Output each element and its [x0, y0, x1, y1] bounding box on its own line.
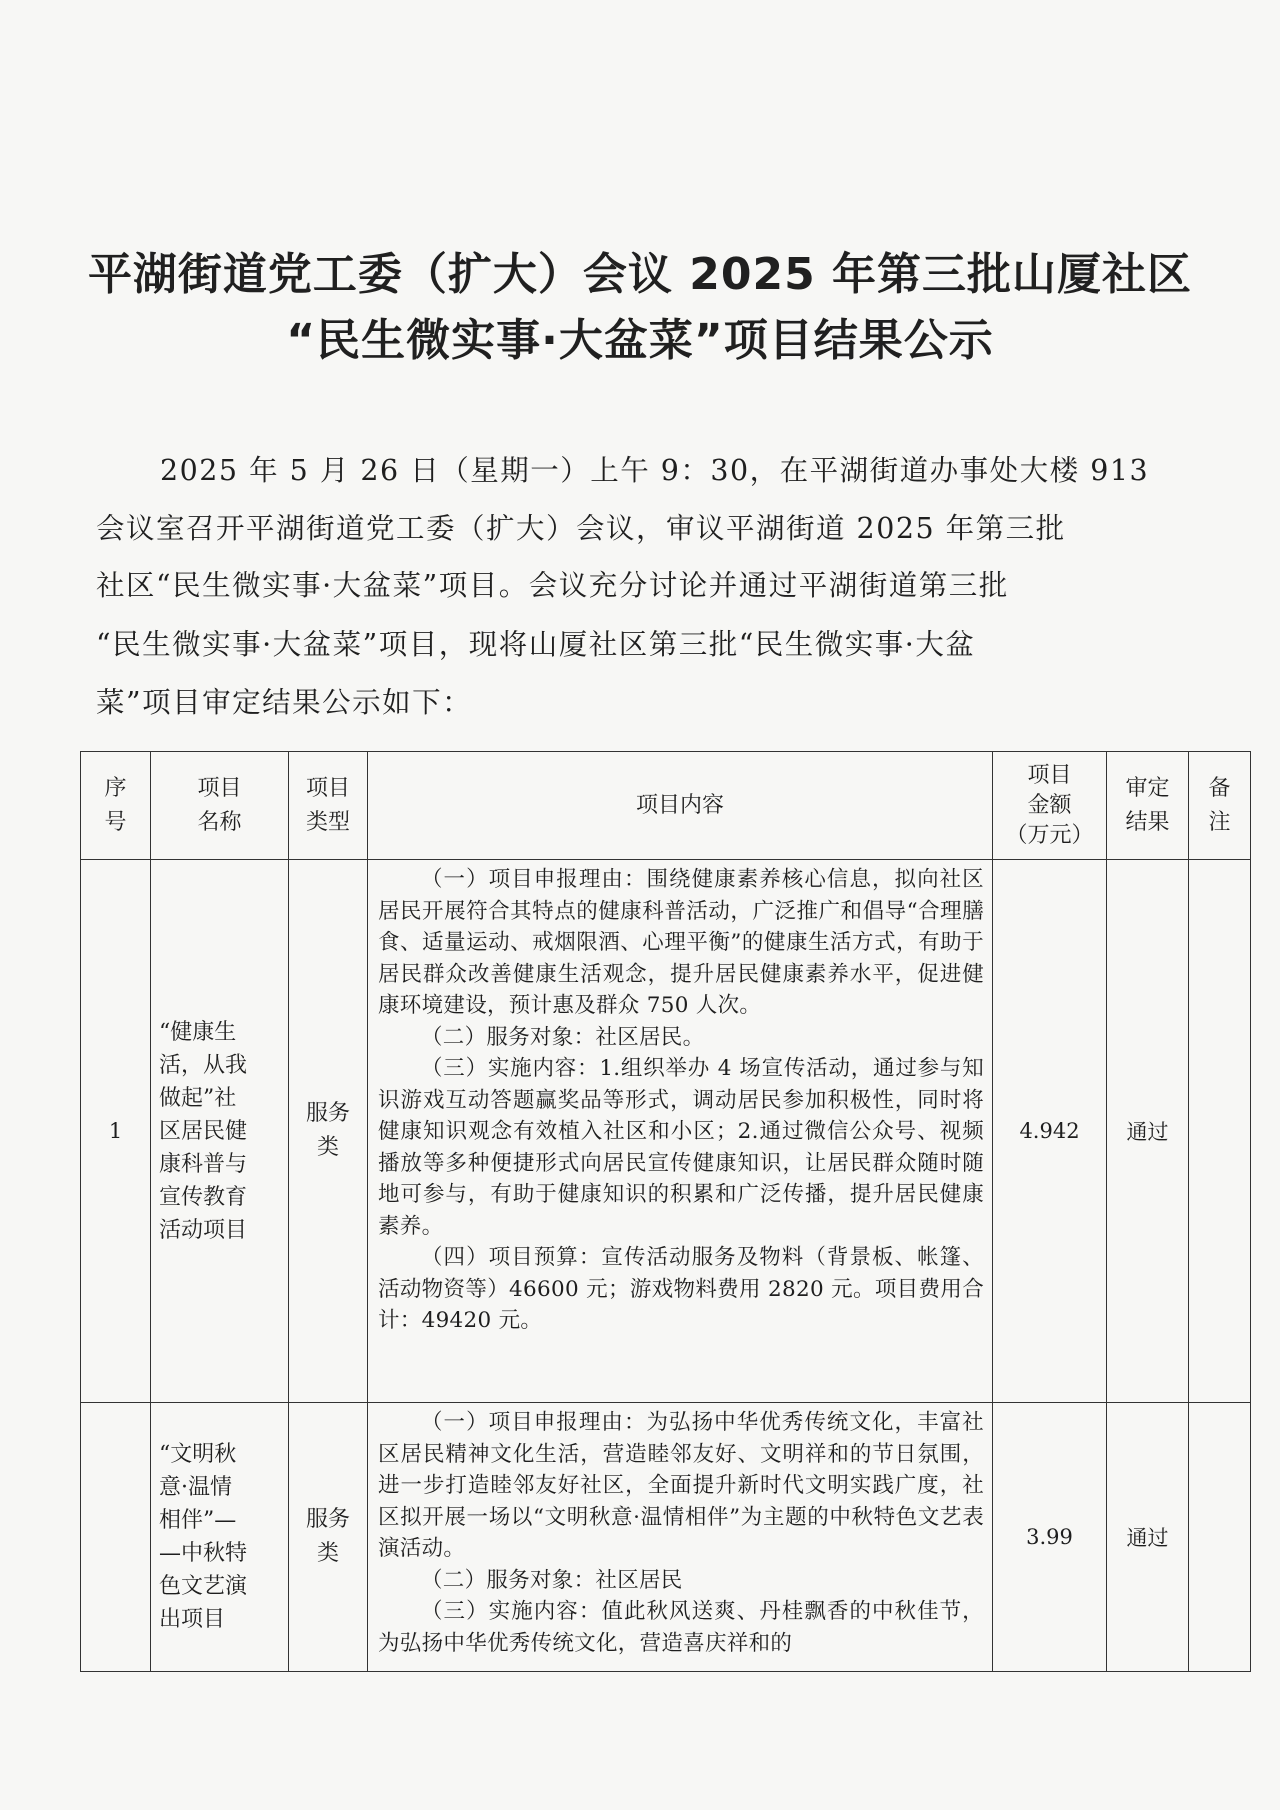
- row-amount: 4.942: [993, 860, 1107, 1403]
- content-paragraph: （一）项目申报理由：为弘扬中华优秀传统文化，丰富社区居民精神文化生活，营造睦邻友好、文明祥和的节日氛围，进一步打造睦邻友好社区，全面提升新时代文明实践广度，社区拟开展一场以“文明秋意·温情相伴”为主题的中秋特色文艺表演活动。: [378, 1410, 984, 1561]
- intro-line-5: 菜”项目审定结果公示如下：: [96, 686, 473, 719]
- project-result-table: [80, 751, 1251, 1672]
- row-project-content: [368, 860, 993, 1403]
- row-result: 通过: [1107, 1403, 1189, 1672]
- row-remark: [1189, 860, 1251, 1403]
- intro-line-3: 社区“民生微实事·大盆菜”项目。会议充分讨论并通过平湖街道第三批: [96, 569, 1009, 602]
- project-name-line: 康科普与: [159, 1151, 248, 1177]
- content-paragraph: （三）实施内容：1.组织举办 4 场宣传活动，通过参与知识游戏互动答题赢奖品等形式，调动居民参加积极性，同时将健康知识观念有效植入社区和小区；2.通过微信公众号、视频播放等多种便捷形式向居民宣传健康知识，让居民群众随时随地可参与，有助于健康知识的积累和广泛传播，提升居民健康素养。: [378, 1056, 984, 1239]
- row-project-name: [151, 860, 289, 1403]
- content-paragraph: （二）服务对象：社区居民。: [421, 1024, 705, 1050]
- header-type: [289, 752, 368, 860]
- header-type-line: 项目: [305, 775, 350, 801]
- project-name-line: 做起”社: [159, 1085, 237, 1111]
- project-name-line: “文明秋: [159, 1442, 237, 1467]
- header-amount-line: 金额: [1027, 792, 1072, 818]
- project-name-line: 宣传教育: [159, 1184, 248, 1210]
- document-title-line-2: “民生微实事·大盆菜”项目结果公示: [286, 315, 994, 366]
- project-name-line: 活，从我: [159, 1052, 248, 1078]
- header-type-line: 类型: [305, 809, 350, 835]
- header-seq: [81, 752, 151, 860]
- header-amount: [993, 752, 1107, 860]
- header-content: 项目内容: [368, 752, 993, 860]
- row-amount: 3.99: [993, 1403, 1107, 1672]
- content-paragraph: （一）项目申报理由：围绕健康素养核心信息，拟向社区居民开展符合其特点的健康科普活动，广泛推广和倡导“合理膳食、适量运动、戒烟限酒、心理平衡”的健康生活方式，有助于居民群众改善健康生活观念，提升居民健康素养水平，促进健康环境建设，预计惠及群众 750 人次。: [378, 867, 984, 1018]
- table-row: [81, 860, 1251, 1403]
- intro-line-1: 2025 年 5 月 26 日（星期一）上午 9：30，在平湖街道办事处大楼 913: [160, 454, 1150, 487]
- header-name-line: 项目: [197, 775, 242, 801]
- row-project-type: [289, 1403, 368, 1672]
- row-result: 通过: [1107, 860, 1189, 1403]
- project-type-line: 类: [316, 1135, 339, 1160]
- content-paragraph: （二）服务对象：社区居民: [421, 1567, 683, 1593]
- header-remark: [1189, 752, 1251, 860]
- project-type-line: 类: [316, 1541, 339, 1566]
- project-name-line: 相伴”—: [159, 1508, 237, 1533]
- table-header-row: [81, 752, 1251, 860]
- header-remark-line: 注: [1208, 809, 1231, 835]
- header-remark-line: 备: [1208, 775, 1231, 801]
- header-name: [151, 752, 289, 860]
- row-seq: [81, 1403, 151, 1672]
- table-row: [81, 1403, 1251, 1672]
- project-name-line: 意·温情: [159, 1475, 232, 1500]
- project-name-line: 色文艺演: [159, 1574, 248, 1599]
- header-amount-line: （万元）: [1005, 822, 1094, 848]
- project-name-line: 区居民健: [159, 1118, 248, 1144]
- project-name-line: 出项目: [159, 1607, 226, 1632]
- project-name-line: 活动项目: [159, 1217, 248, 1243]
- row-seq: 1: [81, 860, 151, 1403]
- header-seq-line: 号: [104, 809, 127, 835]
- project-type-line: 服务: [305, 1101, 350, 1126]
- intro-line-4: “民生微实事·大盆菜”项目，现将山厦社区第三批“民生微实事·大盆: [96, 628, 976, 661]
- content-paragraph: （三）实施内容：值此秋风送爽、丹桂飘香的中秋佳节，为弘扬中华优秀传统文化，营造喜庆祥和的: [378, 1599, 984, 1656]
- header-amount-line: 项目: [1027, 762, 1072, 788]
- row-project-content: [368, 1403, 993, 1672]
- row-project-name: [151, 1403, 289, 1672]
- document-title-line-1: 平湖街道党工委（扩大）会议 2025 年第三批山厦社区: [87, 249, 1193, 300]
- project-name-line: “健康生: [159, 1019, 237, 1045]
- header-result-line: 结果: [1125, 809, 1170, 835]
- project-type-line: 服务: [305, 1507, 350, 1532]
- intro-line-2: 会议室召开平湖街道党工委（扩大）会议，审议平湖街道 2025 年第三批: [96, 512, 1066, 545]
- row-remark: [1189, 1403, 1251, 1672]
- content-paragraph: （四）项目预算：宣传活动服务及物料（背景板、帐篷、活动物资等）46600 元；游戏物料费用 2820 元。项目费用合计：49420 元。: [378, 1245, 984, 1333]
- header-name-line: 名称: [197, 809, 242, 835]
- header-seq-line: 序: [104, 775, 127, 801]
- header-result: [1107, 752, 1189, 860]
- header-result-line: 审定: [1125, 775, 1170, 801]
- row-project-type: [289, 860, 368, 1403]
- project-name-line: —中秋特: [159, 1541, 248, 1566]
